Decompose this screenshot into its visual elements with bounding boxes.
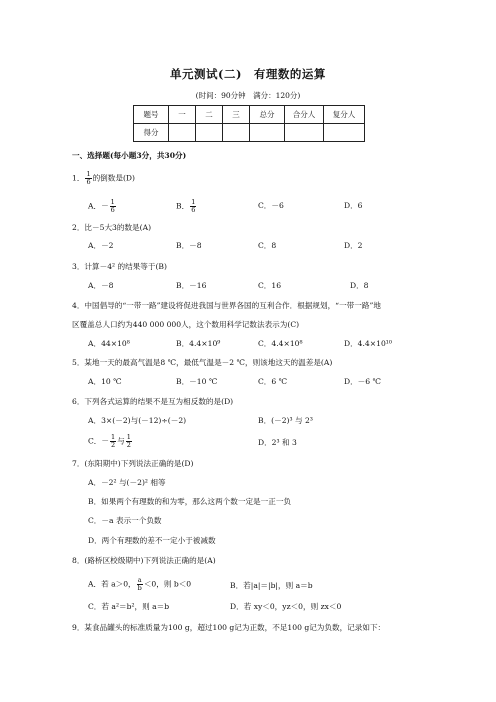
q8-a-num: a: [137, 576, 142, 584]
q5-option-d: D．－6 ℃: [344, 377, 382, 386]
score-table-header: 题号: [134, 106, 169, 124]
score-table-header: 合分人: [285, 106, 324, 124]
exam-info: (时间：90分钟 满分：120分): [195, 91, 301, 100]
q3-option-c: C．16: [258, 281, 282, 290]
q1-number: 1．: [72, 173, 85, 183]
q8-a-den: b: [137, 584, 142, 592]
q6-c-fraction-2: [126, 434, 132, 449]
q6-c-num2: 1: [126, 433, 131, 441]
score-table-header: 复分人: [324, 106, 365, 124]
score-table-header: 总分: [250, 106, 285, 124]
q5-option-b: B．－10 ℃: [176, 377, 218, 386]
q2-option-a: A．－2: [88, 241, 114, 250]
q8-option-b: B．若|a|＝|b|，则 a＝b: [230, 581, 313, 590]
q6-c-mid: 与: [117, 436, 125, 446]
score-row-label: 得分: [134, 124, 169, 142]
q1-frac-num: 1: [86, 170, 91, 178]
q3-option-d: D．8: [350, 281, 369, 290]
q6-c-den2: 2: [126, 441, 131, 449]
q2-option-d: D．2: [344, 241, 363, 250]
q5-option-a: A．10 ℃: [88, 377, 122, 386]
q1-b-num: 1: [191, 198, 196, 206]
q7-option-c: C．－a 表示一个负数: [88, 516, 162, 525]
question-6-stem: 6．下列各式运算的结果不是互为相反数的是(D): [72, 397, 234, 406]
score-table-header-row: [134, 106, 365, 124]
q8-option-c: C．若 a²＝b²，则 a＝b: [88, 602, 170, 611]
question-4-stem-line1: 4．中国倡导的“一带一路”建设将促进我国与世界各国的互利合作．根据规划，“一带一路”地: [72, 301, 381, 310]
question-2-stem: 2．比－5大3的数是(A): [72, 223, 152, 232]
q1-option-a-label: A．－: [88, 201, 109, 211]
score-cell: [223, 124, 250, 142]
q6-option-c: [88, 434, 133, 449]
q1-option-a: [88, 199, 117, 214]
q1-text: 的倒数是(D): [92, 173, 135, 183]
q4-option-d: D．4.4×10¹⁰: [344, 339, 392, 348]
q4-option-c: C．4.4×10⁸: [258, 339, 303, 348]
q5-option-c: C．6 ℃: [258, 377, 288, 386]
q6-option-d: D．2³ 和 3: [258, 438, 297, 447]
question-5-stem: 5．某地一天的最高气温是8 ℃，最低气温是－2 ℃，则该地这天的温差是(A): [72, 358, 333, 367]
score-table-score-row: [134, 124, 365, 142]
q7-option-a: A．－2² 与(－2)² 相等: [88, 478, 166, 487]
question-3-stem: 3．计算－4² 的结果等于(B): [72, 262, 167, 271]
q2-option-b: B．－8: [176, 241, 202, 250]
q6-c-fraction-1: [110, 434, 116, 449]
q8-option-a-rest: ＜0，则 b＜0: [143, 579, 192, 589]
q1-frac-den: 6: [86, 178, 91, 186]
question-7-stem: 7．(东阳期中)下列说法正确的是(D): [72, 459, 194, 468]
section-heading: 一、选择题(每小题3分，共30分): [72, 151, 187, 160]
q6-option-b: B．(－2)³ 与 2³: [258, 416, 313, 425]
q6-option-c-label: C．－: [88, 436, 109, 446]
q8-option-a-label: A．若 a＞0，: [88, 579, 136, 589]
score-cell: [285, 124, 324, 142]
q6-option-a: A．3×(－2)与(－12)÷(－2): [88, 416, 187, 425]
q1-option-a-fraction: [110, 199, 116, 214]
q4-option-a: A．44×10⁸: [88, 339, 130, 348]
score-table-header: 三: [223, 106, 250, 124]
q3-option-b: B．－16: [176, 281, 207, 290]
question-8-stem: 8．(路桥区校级期中)下列说法正确的是(A): [72, 556, 216, 565]
q7-option-b: B．如果两个有理数的和为零，那么这两个数一定是一正一负: [88, 497, 292, 506]
score-cell: [196, 124, 223, 142]
q1-option-b-fraction: [190, 199, 196, 214]
question-1-stem: [72, 171, 135, 186]
q8-a-fraction: [137, 577, 143, 592]
q1-option-c: C．－6: [258, 201, 284, 210]
q8-option-d: D．若 xy＜0，yz＜0，则 zx＜0: [230, 602, 342, 611]
score-cell: [324, 124, 365, 142]
q2-option-c: C．8: [258, 241, 277, 250]
score-table: [133, 105, 365, 142]
q1-option-b: [176, 199, 197, 214]
q1-option-d: D．6: [344, 201, 363, 210]
q4-option-b: B．4.4×10⁹: [176, 339, 221, 348]
q8-option-a: [88, 577, 191, 592]
question-4-stem-line2: 区覆盖总人口约为440 000 000人，这个数用科学记数法表示为(C): [72, 320, 300, 329]
question-9-stem: 9．某食品罐头的标准质量为100 g，超过100 g记为正数，不足100 g记为负数，记录如下：: [72, 623, 386, 632]
page-title: 单元测试(二) 有理数的运算: [170, 67, 326, 81]
score-table-header: 一: [169, 106, 196, 124]
q1-a-num: 1: [110, 198, 115, 206]
q1-fraction: [85, 171, 91, 186]
q1-option-b-label: B．: [176, 201, 190, 211]
score-cell: [169, 124, 196, 142]
q6-c-num1: 1: [111, 433, 116, 441]
q6-c-den1: 2: [111, 441, 116, 449]
q1-a-den: 6: [110, 206, 115, 214]
score-cell: [250, 124, 285, 142]
q1-b-den: 6: [191, 206, 196, 214]
score-table-header: 二: [196, 106, 223, 124]
q3-option-a: A．－8: [88, 281, 114, 290]
q7-option-d: D．两个有理数的差不一定小于被减数: [88, 536, 216, 545]
